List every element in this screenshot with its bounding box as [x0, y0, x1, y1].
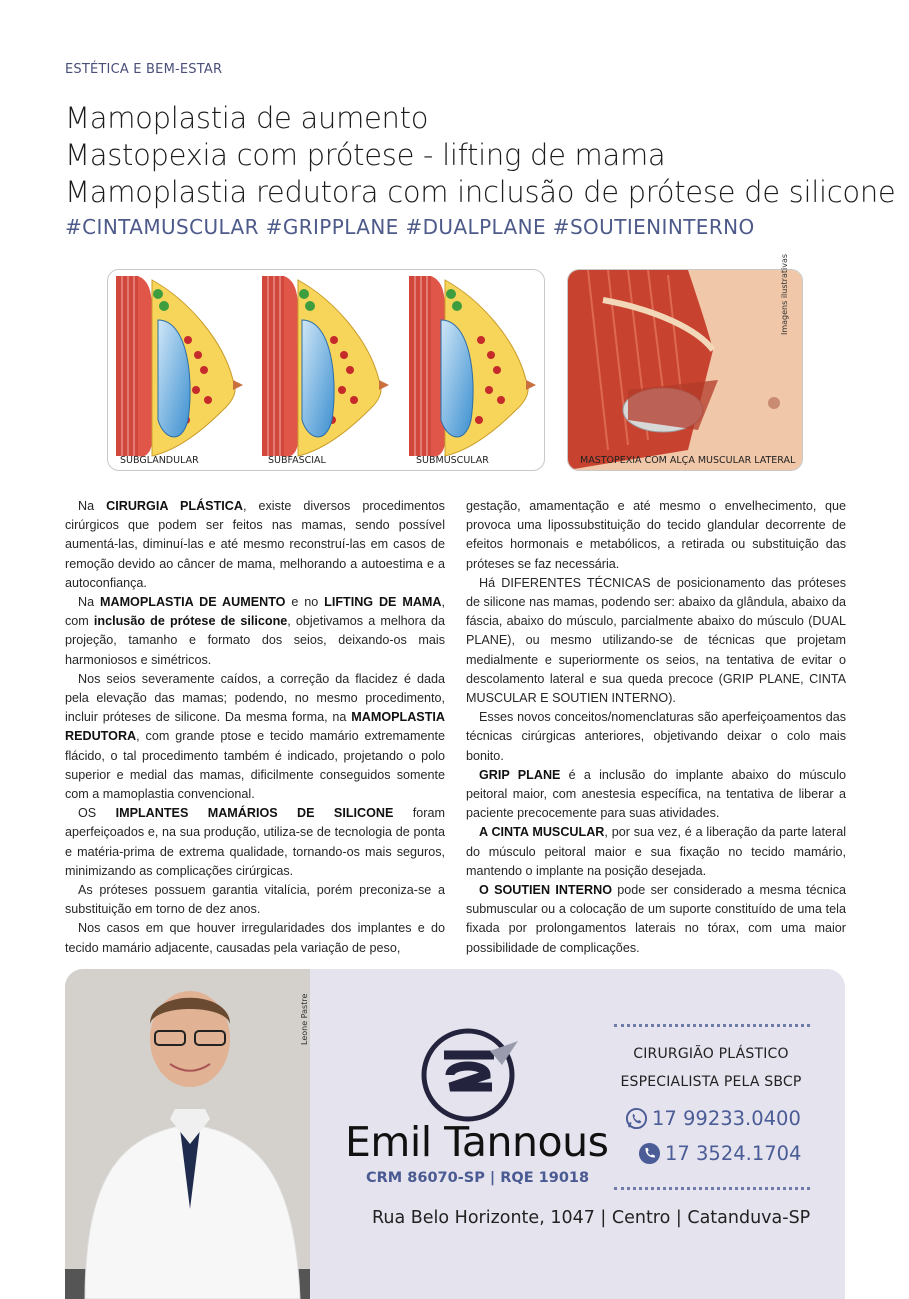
emil-tannous-logo-icon [420, 1023, 520, 1123]
clinic-address: Rua Belo Horizonte, 1047 | Centro | Catanduva-SP [372, 1208, 811, 1228]
label-submuscular: SUBMUSCULAR [416, 455, 489, 466]
label-muscular-sling: MASTOPEXIA COM ALÇA MUSCULAR LATERAL [580, 455, 796, 466]
landline-number: 17 3524.1704 [665, 1142, 802, 1165]
paragraph-9: GRIP PLANE é a inclusão do implante abaixo do músculo peitoral maior, com anestesia específica, na tentativa de liberar a paciente precocemente para suas atividades. [466, 767, 846, 821]
label-subglandular: SUBGLANDULAR [120, 455, 199, 466]
paragraph-3: Nos seios severamente caídos, a correção da flacidez é dada pela elevação das mamas; podendo, no mesmo procedimento, incluir próteses de silicone. Da mesma forma, na MAMOPLASTIA REDUTORA, com grande ptose e tecido mamário extremamente flácido, o tal procedimento também é indicado, projetando o polo superior e medial das mamas, dificilmente conseguidos somente com a mamoplastia convencional. [65, 671, 445, 802]
implant-placement-illustration [107, 269, 545, 471]
dotted-divider-top [614, 1024, 810, 1027]
doctor-portrait [65, 969, 310, 1299]
headline-line-1: Mamoplastia de aumento [65, 101, 429, 135]
doctor-name: Emil Tannous [345, 1118, 609, 1166]
role-line-2: ESPECIALISTA PELA SBCP [620, 1074, 802, 1090]
whatsapp-icon [625, 1107, 648, 1130]
breast-cross-section-drawings [108, 270, 544, 470]
paragraph-5: As próteses possuem garantia vitalícia, porém preconiza-se a substituição em torno de dez anos. [65, 883, 445, 917]
crm-registration: CRM 86070-SP | RQE 19018 [366, 1170, 590, 1186]
paragraph-11: O SOUTIEN INTERNO pode ser considerado a mesma técnica submuscular ou a colocação de um suporte constituído de uma tela fixada por prolongamentos laterais no tórax, com uma maior possibilidade de complicações. [466, 883, 847, 955]
muscular-sling-illustration [567, 269, 803, 471]
whatsapp-number: 17 99233.0400 [652, 1107, 801, 1130]
whatsapp-phone[interactable] [625, 1107, 801, 1130]
paragraph-4: OS IMPLANTES MAMÁRIOS DE SILICONE foram aperfeiçoados e, na sua produção, utiliza-se de tecnologia de ponta e matéria-prima de extrema qualidade, tornando-os mais seguros, minimizando as complicações cirúrgicas. [65, 806, 445, 878]
headline-line-3: Mamoplastia redutora com inclusão de prótese de silicone [65, 175, 896, 209]
paragraph-7: Há DIFERENTES TÉCNICAS de posicionamento das próteses de silicone nas mamas, podendo ser: abaixo da glândula, abaixo da fáscia, abaixo do músculo, parcialmente abaixo do músculo (DUAL PLANE), ou mesmo utilizando-se de técnicas que projetam medialmente e superiormente os seios, na tentativa de evitar o descolamento lateral e sua queda precoce (GRIP PLANE, CINTA MUSCULAR E SOUTIEN INTERNO). [466, 575, 846, 706]
paragraph-1: Na CIRURGIA PLÁSTICA, existe diversos procedimentos cirúrgicos que podem ser feitos nas mamas, sendo possível aumentá-las, diminuí-las e até mesmo reconstruí-las em casos de remoção devido ao câncer de mama, melhorando a autoestima e a autoconfiança. [65, 499, 445, 590]
label-subfascial: SUBFASCIAL [268, 455, 326, 466]
role-line-1: CIRURGIÃO PLÁSTICO [633, 1046, 789, 1062]
paragraph-8: Esses novos conceitos/nomenclaturas são aperfeiçoamentos das técnicas cirúrgicas anteriores, objetivando deixar o colo mais bonito. [466, 710, 846, 763]
article-column-left [65, 497, 445, 958]
dotted-divider-bottom [614, 1187, 810, 1190]
phone-icon [638, 1142, 661, 1165]
chest-muscle-drawing [568, 270, 802, 470]
paragraph-6-end: gestação, amamentação e até mesmo o envelhecimento, que provoca uma lipossubstituição do tecido glandular decorrente de efeitos hormonais e metabólicos, a retirada ou substituição das próteses se faz necessária. [466, 499, 846, 571]
paragraph-6-start: Nos casos em que houver irregularidades dos implantes e do tecido mamário adjacente, causadas pela variação de peso, [65, 921, 445, 955]
doctor-photo [65, 969, 310, 1299]
section-tag: ESTÉTICA E BEM-ESTAR [65, 62, 223, 77]
paragraph-2: Na MAMOPLASTIA DE AUMENTO e no LIFTING DE MAMA, com inclusão de prótese de silicone, objetivamos a melhora da projeção, tamanho e formato dos seios, deixando-os mais harmoniosos e simétricos. [65, 595, 446, 667]
images-credit: Imagens ilustrativas [780, 253, 789, 335]
hashtags: #CINTAMUSCULAR #GRIPPLANE #DUALPLANE #SOUTIENINTERNO [65, 215, 755, 239]
headline-block [65, 100, 896, 211]
article-column-right [466, 497, 846, 958]
landline-phone[interactable] [638, 1142, 801, 1165]
paragraph-10: A CINTA MUSCULAR, por sua vez, é a liberação da parte lateral do músculo peitoral maior e sua fixação no tecido mamário, mantendo o implante na posição desejada. [466, 825, 846, 878]
photo-credit: Leone Pastre [300, 993, 309, 1045]
headline-line-2: Mastopexia com prótese - lifting de mama [65, 138, 666, 172]
